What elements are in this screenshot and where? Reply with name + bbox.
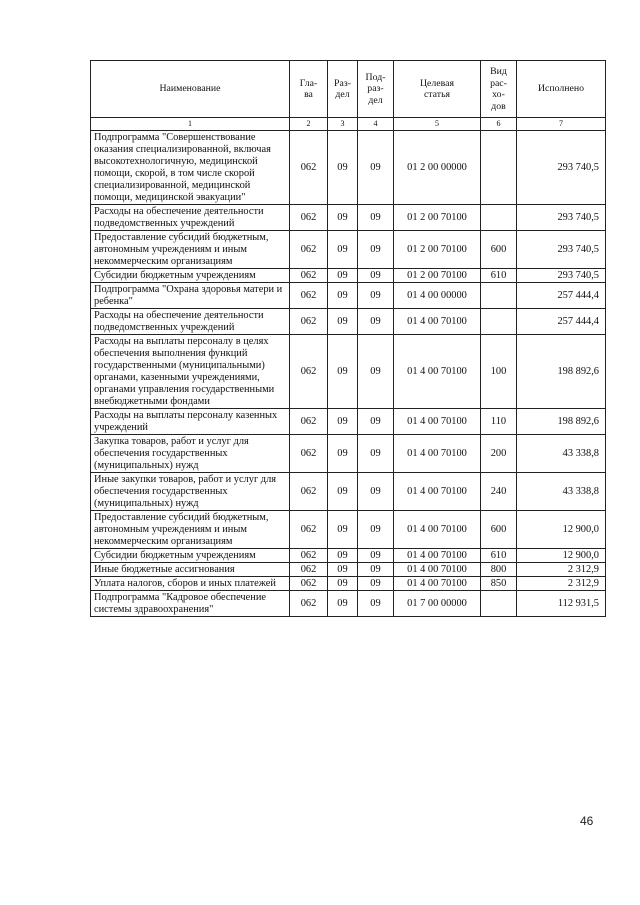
row-glava: 062 xyxy=(290,283,328,309)
header-glava-text: Гла- ва xyxy=(299,77,318,100)
table-row xyxy=(91,335,606,409)
row-podrazdel: 09 xyxy=(358,269,394,283)
row-name: Расходы на обеспечение деятельности подведомственных учреждений xyxy=(91,205,290,231)
row-razdel: 09 xyxy=(328,563,358,577)
row-vid: 800 xyxy=(481,563,517,577)
table-row xyxy=(91,205,606,231)
table-row xyxy=(91,409,606,435)
row-podrazdel: 09 xyxy=(358,549,394,563)
row-celevaya: 01 4 00 70100 xyxy=(394,309,481,335)
header-podrazdel-text: Под- раз- дел xyxy=(365,71,386,106)
row-podrazdel: 09 xyxy=(358,577,394,591)
row-amount: 43 338,8 xyxy=(517,473,606,511)
header-celevaya xyxy=(394,61,481,118)
table-row xyxy=(91,283,606,309)
row-celevaya: 01 2 00 70100 xyxy=(394,231,481,269)
row-glava: 062 xyxy=(290,511,328,549)
page-number: 46 xyxy=(580,814,594,828)
row-amount: 12 900,0 xyxy=(517,549,606,563)
row-glava: 062 xyxy=(290,591,328,617)
budget-table xyxy=(90,60,606,617)
row-celevaya: 01 4 00 00000 xyxy=(394,283,481,309)
column-number: 5 xyxy=(394,118,481,131)
row-razdel: 09 xyxy=(328,269,358,283)
row-razdel: 09 xyxy=(328,131,358,205)
row-amount: 2 312,9 xyxy=(517,563,606,577)
row-podrazdel: 09 xyxy=(358,283,394,309)
row-glava: 062 xyxy=(290,549,328,563)
row-vid xyxy=(481,131,517,205)
row-vid: 850 xyxy=(481,577,517,591)
row-vid: 240 xyxy=(481,473,517,511)
row-name: Уплата налогов, сборов и иных платежей xyxy=(91,577,290,591)
header-name: Наименование xyxy=(91,61,290,118)
row-glava: 062 xyxy=(290,309,328,335)
row-celevaya: 01 2 00 70100 xyxy=(394,269,481,283)
row-glava: 062 xyxy=(290,335,328,409)
row-celevaya: 01 2 00 70100 xyxy=(394,205,481,231)
row-podrazdel: 09 xyxy=(358,591,394,617)
table-row xyxy=(91,131,606,205)
row-name: Субсидии бюджетным учреждениям xyxy=(91,269,290,283)
column-number: 1 xyxy=(91,118,290,131)
row-celevaya: 01 4 00 70100 xyxy=(394,577,481,591)
row-name: Предоставление субсидий бюджетным, автономным учреждениям и иным некоммерческим организациям xyxy=(91,231,290,269)
row-celevaya: 01 2 00 00000 xyxy=(394,131,481,205)
row-name: Иные бюджетные ассигнования xyxy=(91,563,290,577)
header-glava xyxy=(290,61,328,118)
row-amount: 198 892,6 xyxy=(517,335,606,409)
row-glava: 062 xyxy=(290,563,328,577)
table-row xyxy=(91,591,606,617)
row-razdel: 09 xyxy=(328,283,358,309)
row-razdel: 09 xyxy=(328,409,358,435)
row-celevaya: 01 4 00 70100 xyxy=(394,473,481,511)
row-vid xyxy=(481,591,517,617)
table-header xyxy=(91,61,606,118)
row-razdel: 09 xyxy=(328,511,358,549)
header-vid-text: Вид рас- хо- дов xyxy=(490,66,507,112)
table-row xyxy=(91,231,606,269)
row-amount: 293 740,5 xyxy=(517,231,606,269)
row-podrazdel: 09 xyxy=(358,563,394,577)
column-number: 4 xyxy=(358,118,394,131)
column-number-row xyxy=(91,118,606,131)
header-celevaya-text: Целевая статья xyxy=(419,77,454,100)
row-amount: 293 740,5 xyxy=(517,131,606,205)
row-vid: 100 xyxy=(481,335,517,409)
row-razdel: 09 xyxy=(328,577,358,591)
row-vid xyxy=(481,283,517,309)
row-glava: 062 xyxy=(290,577,328,591)
row-razdel: 09 xyxy=(328,591,358,617)
row-celevaya: 01 4 00 70100 xyxy=(394,549,481,563)
row-podrazdel: 09 xyxy=(358,205,394,231)
column-number: 3 xyxy=(328,118,358,131)
row-vid: 600 xyxy=(481,231,517,269)
table-body xyxy=(91,118,606,617)
row-vid: 110 xyxy=(481,409,517,435)
column-number: 7 xyxy=(517,118,606,131)
row-vid xyxy=(481,205,517,231)
row-podrazdel: 09 xyxy=(358,409,394,435)
row-name: Закупка товаров, работ и услуг для обеспечения государственных (муниципальных) нужд xyxy=(91,435,290,473)
row-name: Иные закупки товаров, работ и услуг для обеспечения государственных (муниципальных) нужд xyxy=(91,473,290,511)
row-name: Расходы на выплаты персоналу в целях обеспечения выполнения функций государственными (муниципальными) органами, казенными учреждениями, органами управления государственными внебюджетными фондами xyxy=(91,335,290,409)
row-podrazdel: 09 xyxy=(358,131,394,205)
row-amount: 12 900,0 xyxy=(517,511,606,549)
row-amount: 198 892,6 xyxy=(517,409,606,435)
header-row xyxy=(91,61,606,118)
row-amount: 257 444,4 xyxy=(517,283,606,309)
row-razdel: 09 xyxy=(328,205,358,231)
row-vid xyxy=(481,309,517,335)
row-vid: 610 xyxy=(481,549,517,563)
header-vid xyxy=(481,61,517,118)
row-podrazdel: 09 xyxy=(358,309,394,335)
row-amount: 112 931,5 xyxy=(517,591,606,617)
row-amount: 2 312,9 xyxy=(517,577,606,591)
row-razdel: 09 xyxy=(328,435,358,473)
row-celevaya: 01 4 00 70100 xyxy=(394,335,481,409)
header-razdel-text: Раз- дел xyxy=(334,77,351,100)
row-name: Расходы на обеспечение деятельности подведомственных учреждений xyxy=(91,309,290,335)
column-number: 2 xyxy=(290,118,328,131)
row-name: Расходы на выплаты персоналу казенных учреждений xyxy=(91,409,290,435)
table-row xyxy=(91,269,606,283)
row-podrazdel: 09 xyxy=(358,435,394,473)
row-celevaya: 01 4 00 70100 xyxy=(394,435,481,473)
row-glava: 062 xyxy=(290,473,328,511)
row-glava: 062 xyxy=(290,435,328,473)
row-name: Подпрограмма "Охрана здоровья матери и ребенка" xyxy=(91,283,290,309)
row-glava: 062 xyxy=(290,205,328,231)
table-row xyxy=(91,435,606,473)
table-row xyxy=(91,473,606,511)
row-glava: 062 xyxy=(290,131,328,205)
row-name: Субсидии бюджетным учреждениям xyxy=(91,549,290,563)
header-ispolneno: Исполнено xyxy=(517,61,606,118)
row-glava: 062 xyxy=(290,269,328,283)
row-vid: 600 xyxy=(481,511,517,549)
row-glava: 062 xyxy=(290,231,328,269)
row-amount: 293 740,5 xyxy=(517,269,606,283)
row-razdel: 09 xyxy=(328,231,358,269)
row-celevaya: 01 4 00 70100 xyxy=(394,563,481,577)
row-celevaya: 01 4 00 70100 xyxy=(394,409,481,435)
row-amount: 257 444,4 xyxy=(517,309,606,335)
table-row xyxy=(91,511,606,549)
row-name: Предоставление субсидий бюджетным, автономным учреждениям и иным некоммерческим организациям xyxy=(91,511,290,549)
header-razdel xyxy=(328,61,358,118)
row-vid: 610 xyxy=(481,269,517,283)
row-glava: 062 xyxy=(290,409,328,435)
row-podrazdel: 09 xyxy=(358,335,394,409)
row-podrazdel: 09 xyxy=(358,231,394,269)
row-celevaya: 01 7 00 00000 xyxy=(394,591,481,617)
column-number: 6 xyxy=(481,118,517,131)
table-row xyxy=(91,577,606,591)
row-razdel: 09 xyxy=(328,473,358,511)
row-vid: 200 xyxy=(481,435,517,473)
row-razdel: 09 xyxy=(328,309,358,335)
header-podrazdel xyxy=(358,61,394,118)
row-amount: 293 740,5 xyxy=(517,205,606,231)
table-row xyxy=(91,563,606,577)
table-row xyxy=(91,309,606,335)
row-name: Подпрограмма "Совершенствование оказания специализированной, включая высокотехнологичную, медицинской помощи, скорой, в том числе скорой специализированной, медицинской помощи, медицинской эвакуации" xyxy=(91,131,290,205)
row-amount: 43 338,8 xyxy=(517,435,606,473)
row-podrazdel: 09 xyxy=(358,511,394,549)
row-podrazdel: 09 xyxy=(358,473,394,511)
row-celevaya: 01 4 00 70100 xyxy=(394,511,481,549)
table-row xyxy=(91,549,606,563)
row-razdel: 09 xyxy=(328,549,358,563)
row-name: Подпрограмма "Кадровое обеспечение системы здравоохранения" xyxy=(91,591,290,617)
row-razdel: 09 xyxy=(328,335,358,409)
